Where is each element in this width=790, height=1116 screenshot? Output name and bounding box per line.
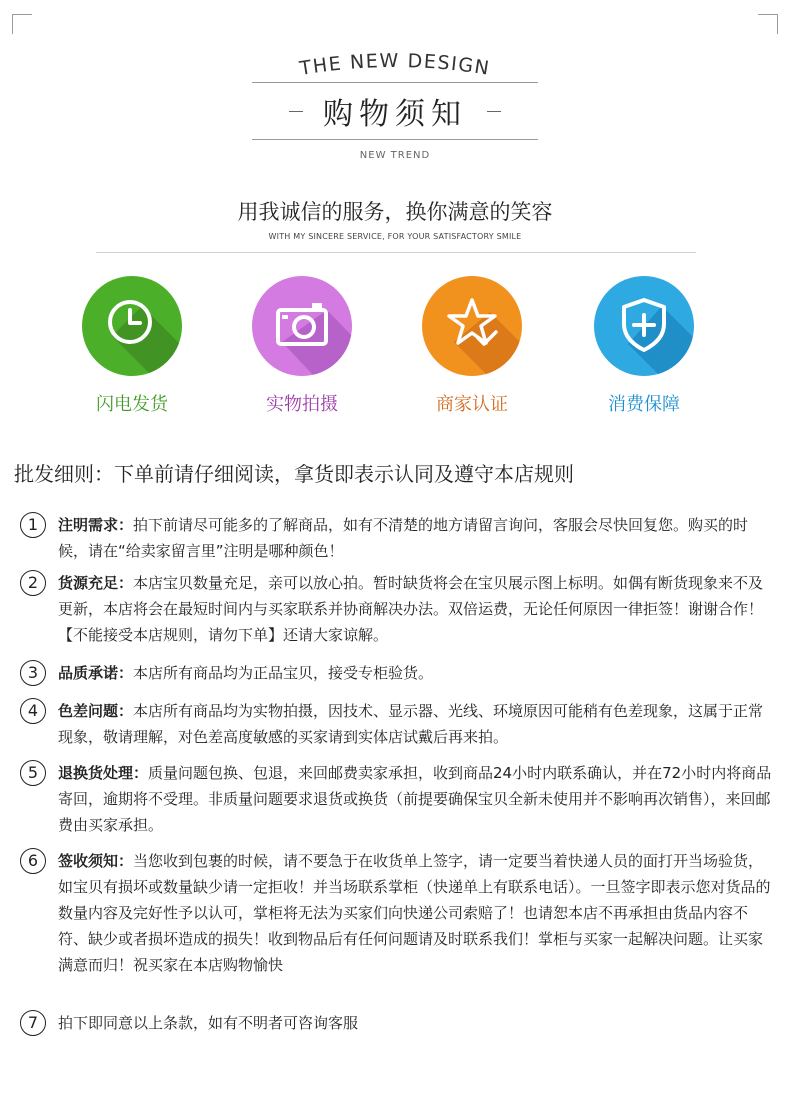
feature-label: 消费保障 [608, 394, 680, 415]
feature-circle [82, 276, 182, 376]
page-header [0, 40, 790, 161]
arc-title [245, 40, 545, 80]
corner-bracket-right [758, 14, 778, 34]
slogan-english: WITH MY SINCERE SERVICE, FOR YOUR SATISFACTORY SMILE [268, 232, 522, 241]
page-title: 购物须知 [323, 97, 467, 132]
rule-number: 3 [20, 660, 46, 686]
feature-circle [594, 276, 694, 376]
star-check-icon [422, 276, 522, 376]
clock-icon [82, 276, 182, 376]
arc-title-text: THE NEW DESIGN [298, 49, 492, 80]
rule-text: 质量问题包换、包退，来回邮费卖家承担，收到商品24小时内联系确认，并在72小时内将商品寄回，逾期将不受理。非质量问题要求退货或换货（前提要确保宝贝全新未使用并不影响再次销售），来回邮费由买家承担。 [58, 764, 772, 834]
rule-item-4 [14, 698, 776, 750]
rule-number: 6 [20, 848, 46, 874]
rule-title: 注明需求： [58, 516, 134, 534]
rule-text: 拍下前请尽可能多的了解商品，如有不清楚的地方请留言询问，客服会尽快回复您。购买的时候，请在“给卖家留言里”注明是哪种颜色！ [58, 516, 749, 560]
rule-number: 1 [20, 512, 46, 538]
rule-item-5 [14, 760, 776, 838]
feature-fast-shipping [52, 276, 212, 416]
sub-title: NEW TREND [359, 150, 431, 161]
feature-consumer-protection [564, 276, 724, 416]
rule-number: 4 [20, 698, 46, 724]
rule-title: 签收须知： [58, 852, 134, 870]
feature-label: 闪电发货 [96, 394, 168, 415]
rule-title: 色差问题： [58, 702, 134, 720]
rule-item-3 [14, 660, 776, 686]
feature-circle [252, 276, 352, 376]
svg-text:THE NEW DESIGN [297, 50, 492, 80]
camera-icon [252, 276, 352, 376]
slogan: 用我诚信的服务，换你满意的笑容 [237, 200, 553, 224]
feature-label: 商家认证 [436, 394, 508, 415]
rule-title: 退换货处理： [58, 764, 149, 782]
rule-number: 2 [20, 570, 46, 596]
rule-number: 7 [20, 1010, 46, 1036]
feature-circle [422, 276, 522, 376]
feature-real-photos [222, 276, 382, 416]
rule-number: 5 [20, 760, 46, 786]
rule-text: 本店所有商品均为正品宝贝，接受专柜验货。 [133, 664, 434, 682]
rule-title: 货源充足： [58, 574, 134, 592]
rule-text: 拍下即同意以上条款，如有不明者可咨询客服 [58, 1014, 359, 1032]
feature-merchant-certified [392, 276, 552, 416]
rules-title: 批发细则：下单前请仔细阅读，拿货即表示认同及遵守本店规则 [14, 462, 574, 486]
header-rule-bottom [252, 139, 538, 140]
dash-left [289, 111, 303, 112]
rule-text: 本店所有商品均为实物拍摄，因技术、显示器、光线、环境原因可能稍有色差现象，这属于正常现象，敬请理解，对色差高度敏感的买家请到实体店试戴后再来拍。 [58, 702, 764, 746]
rule-text: 本店宝贝数量充足，亲可以放心拍。暂时缺货将会在宝贝展示图上标明。如偶有断货现象来不及更新，本店将会在最短时间内与买家联系并协商解决办法。双倍运费，无论任何原因一律拒签！谢谢合作！ 【不能接受本店规则，请勿下单】还请大家谅解。 [58, 574, 764, 644]
shield-plus-icon [594, 276, 694, 376]
rule-title: 品质承诺： [58, 664, 134, 682]
feature-list [0, 276, 790, 426]
feature-label: 实物拍摄 [266, 394, 338, 415]
rule-text: 当您收到包裹的时候，请不要急于在收货单上签字，请一定要当着快递人员的面打开当场验货，如宝贝有损坏或数量缺少请一定拒收！并当场联系掌柜（快递单上有联系电话）。一旦签字即表示您对货品的数量内容及完好性予以认可，掌柜将无法为买家们向快递公司索赔了！也请恕本店不再承担由货品内容不符、缺少或者损坏造成的损失！收到物品后有任何问题请及时联系我们！掌柜与买家一起解决问题。让买家满意而归！祝买家在本店购物愉快 [58, 852, 771, 974]
dash-right [487, 111, 501, 112]
rule-item-6 [14, 848, 776, 978]
main-title-row [0, 83, 790, 139]
rule-item-1 [14, 512, 776, 564]
corner-bracket-left [12, 14, 32, 34]
slogan-divider [96, 252, 696, 253]
rule-item-2 [14, 570, 776, 648]
rule-item-7 [14, 1010, 776, 1036]
